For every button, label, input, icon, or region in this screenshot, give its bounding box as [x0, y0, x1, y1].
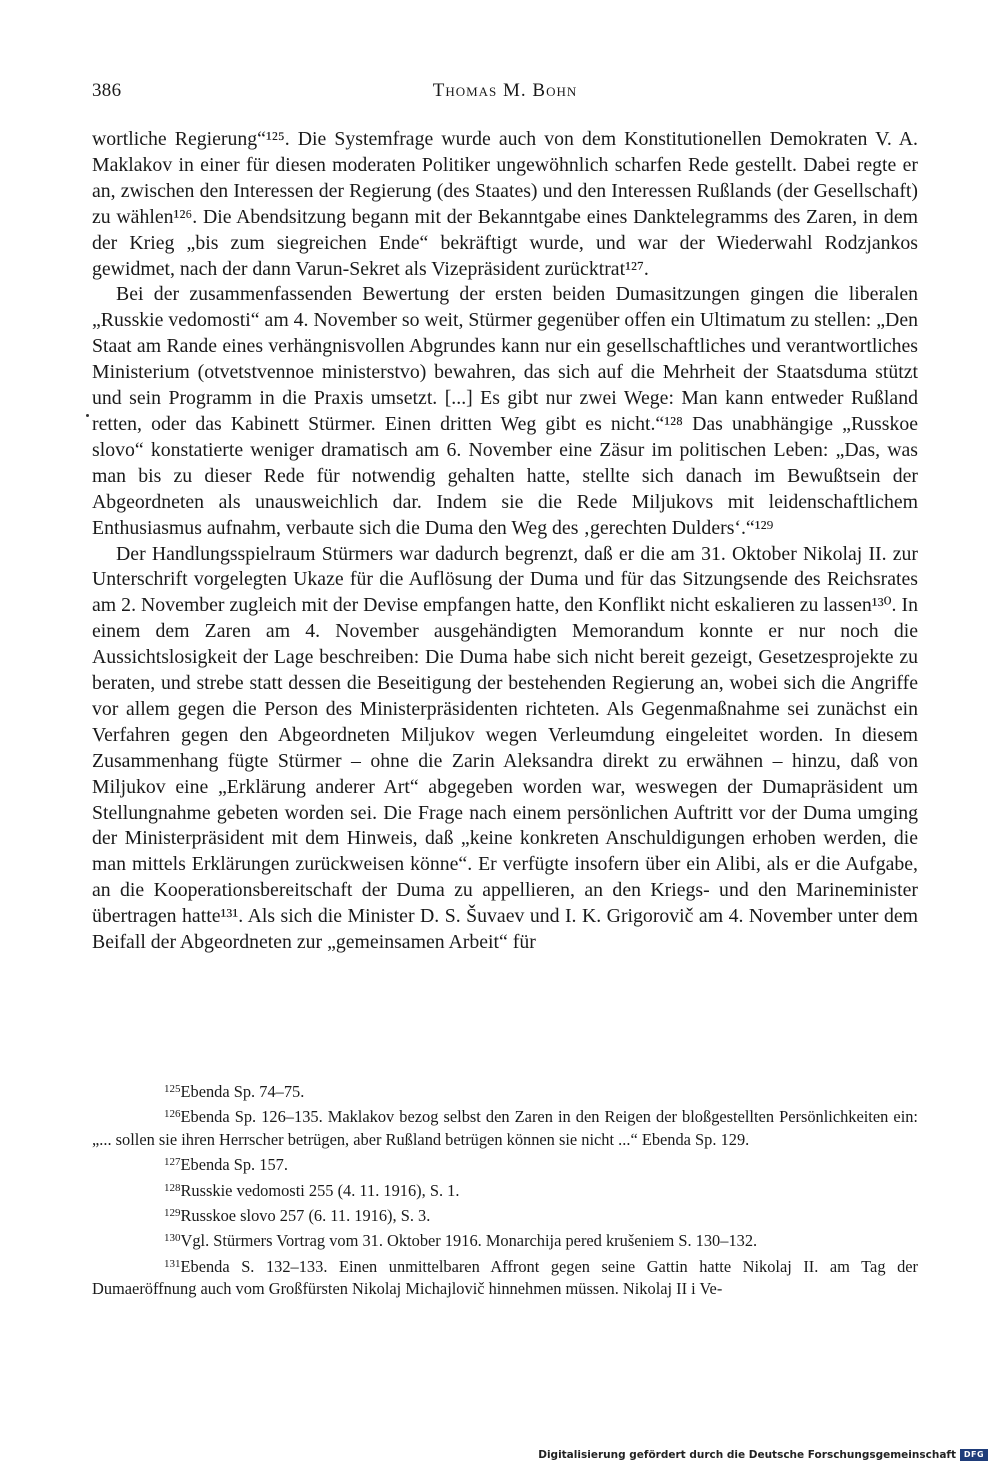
paragraph: wortliche Regierung“¹²⁵. Die Systemfrage wurde auch von dem Konstitutionellen Demokraten V. A. Maklakov in einer für diesen moderaten Politiker ungewöhnlich scharfen Rede gestellt. Dabei regte er an, zwischen den Interessen der Regierung (des Staates) und den Interessen Rußlands (der Gesellschaft) zu wählen¹²⁶. Die Abendsitzung begann mit der Bekanntgabe eines Danktelegramms des Zaren, in dem der Krieg „bis zum siegreichen Ende“ bekräftigt wurde, und war der Wiederwahl Rodzjankos gewidmet, nach der dann Varun-Sekret als Vizepräsident zurücktrat¹²⁷. — [92, 128, 918, 280]
footnote-number: 128 — [164, 1181, 181, 1194]
page-number: 386 — [92, 80, 122, 101]
running-head: Thomas M. Bohn — [432, 80, 578, 101]
footnote — [92, 1151, 918, 1176]
footnote-text: Russkoe slovo 257 (6. 11. 1916), S. 3. — [180, 1206, 431, 1226]
dfg-logo-icon: DFG — [960, 1449, 988, 1461]
footnote — [92, 1103, 918, 1151]
funding-note — [538, 1448, 988, 1462]
footnote — [92, 1227, 918, 1252]
footnote-text: Ebenda Sp. 126–135. Maklakov bezog selbst den Zaren in den Reigen der bloßgestellten Persönlichkeiten ein: „... sollen sie ihren Herrscher betrügen, aber Rußland betrügen können sie nicht ...“ Ebenda Sp. 129. — [92, 1107, 918, 1149]
footnotes — [92, 1078, 918, 1301]
main-text — [92, 127, 918, 956]
footnote-number: 126 — [164, 1108, 181, 1121]
paragraph: Bei der zusammenfassenden Bewertung der ersten beiden Dumasitzungen gingen die liberalen „Russkie vedomosti“ am 4. November so weit, Stürmer gegenüber offen ein Ultimatum zu stellen: „Den Staat am Rande eines verhängnisvollen Abgrundes kann nur ein gesellschaftliches und verantwortliches Ministerium (otvetstvennoe ministerstvo) bewahren, das sich auf die Mehrheit der Staatsduma stützt und sein Programm in die Praxis umsetzt. [...] Es gibt nur zwei Wege: Man kann entweder Rußland retten, oder das Kabinett Stürmer. Einen dritten Weg gibt es nicht.“¹²⁸ Das unabhängige „Russkoe slovo“ konstatierte weniger dramatisch am 6. November eine Zäsur im politischen Leben: „Das, was man bis zu dieser Rede für notwendig gehalten hatte, stellte sich danach im Bewußtsein der Abgeordneten als unausweichlich dar. Indem sie die Rede Miljukovs mit leidenschaftlichem Enthusiasmus aufnahm, verbaute sich die Duma den Weg des ‚gerechten Dulders‘.“¹²⁹ — [92, 283, 918, 539]
footnote — [92, 1177, 918, 1202]
scan-speck — [86, 414, 89, 417]
footnote-text: Ebenda Sp. 74–75. — [180, 1082, 305, 1101]
footnote — [92, 1202, 918, 1227]
footnote-text: Russkie vedomosti 255 (4. 11. 1916), S. 1. — [180, 1180, 460, 1200]
footnote — [92, 1078, 918, 1103]
footnote-text: Ebenda S. 132–133. Einen unmittelbaren Affront gegen seine Gattin hatte Nikolaj II. am Tag der Dumaeröffnung auch vom Großfürsten Nikolaj Michajlovič hinnehmen müssen. Nikolaj II i Ve- — [92, 1256, 918, 1299]
page-header — [92, 80, 918, 108]
footnote-number: 125 — [164, 1083, 181, 1095]
footnote-text: Ebenda Sp. 157. — [180, 1155, 288, 1175]
footnote-text: Vgl. Stürmers Vortrag vom 31. Oktober 1916. Monarchija pered krušeniem S. 130–132. — [180, 1231, 758, 1251]
paragraph: Der Handlungsspielraum Stürmers war dadurch begrenzt, daß er die am 31. Oktober Nikolaj II. zur Unterschrift vorgelegten Ukaze für die Auflösung der Duma und für das Sitzungsende des Reichsrates am 2. November zugleich mit der Devise empfangen hatte, den Konflikt nicht eskalieren zu lassen¹³⁰. In einem dem Zaren am 4. November ausgehändigten Memorandum konnte er nur noch die Aussichtslosigkeit der Lage beschreiben: Die Duma habe sich nicht bereit gezeigt, Gesetzesprojekte zu beraten, und strebe statt dessen die Beseitigung der bestehenden Regierung an, wobei sich die Angriffe vor allem gegen die Person des Ministerpräsidenten richteten. Als Gegenmaßnahme sei zunächst ein Verfahren gegen den Abgeordneten Miljukov wegen Verleumdung eingeleitet worden. In diesem Zusammenhang fügte Stürmer – ohne die Zarin Aleksandra direkt zu erwähnen – hinzu, daß von Miljukov eine „Erklärung anderer Art“ abgegeben worden war, weswegen der Dumapräsident um Stellungnahme gebeten worden sei. Die Frage nach einem persönlichen Auftritt vor der Duma umging der Ministerpräsident mit dem Hinweis, daß „keine konkreten Anschuldigungen erhoben werden, die man mittels Erklärungen zurückweisen könne“. Er verfügte insofern über ein Alibi, als er die Aufgabe, an die Kooperationsbereitschaft der Duma zu appellieren, an den Kriegs- und den Marineminister übertragen hatte¹³¹. Als sich die Minister D. S. Šuvaev und I. K. Grigorovič am 4. November unter dem Beifall der Abgeordneten zur „gemeinsamen Arbeit“ für — [92, 542, 918, 954]
footnote-number: 130 — [164, 1232, 181, 1245]
footnote-number: 127 — [164, 1156, 181, 1169]
funding-text: Digitalisierung gefördert durch die Deutsche Forschungsgemeinschaft — [538, 1449, 956, 1461]
footnote-number: 131 — [164, 1257, 181, 1270]
footnote — [92, 1253, 918, 1301]
footnote-number: 129 — [164, 1207, 181, 1220]
